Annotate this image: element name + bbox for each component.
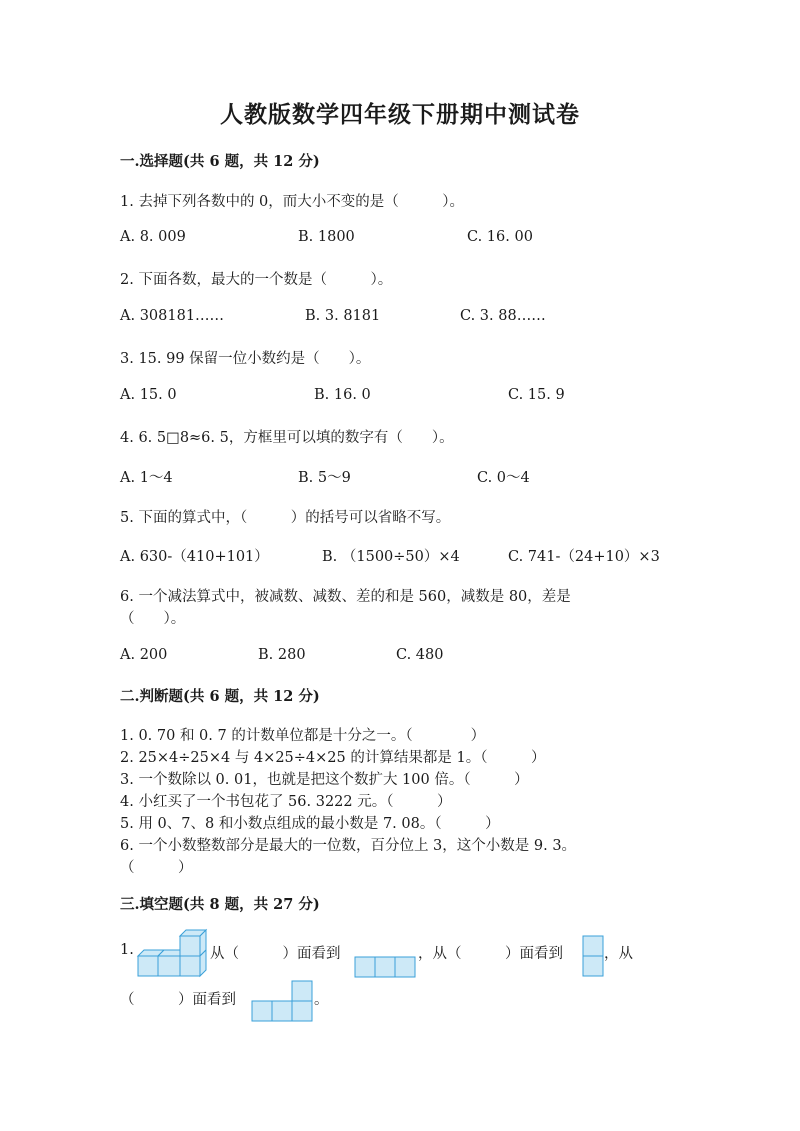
choice-q5-option-b: B. （1500÷50）×4 bbox=[322, 549, 460, 565]
view-square bbox=[395, 957, 415, 977]
choice-q6-option-b: B. 280 bbox=[258, 647, 306, 663]
view-l-shape bbox=[251, 980, 313, 1022]
page-title: 人教版数学四年级下册期中测试卷 bbox=[220, 101, 580, 128]
choice-q4-option-c: C. 0～4 bbox=[477, 470, 530, 486]
choice-q2-option-b: B. 3. 8181 bbox=[305, 308, 381, 324]
judgment-item-3: 3. 一个数除以 0. 01，也就是把这个数扩大 100 倍。（ ） bbox=[120, 772, 529, 788]
judgment-item-2: 2. 25×4÷25×4 与 4×25÷4×25 的计算结果都是 1。（ ） bbox=[120, 750, 546, 766]
view-square bbox=[292, 981, 312, 1001]
cube-front-face bbox=[180, 956, 200, 976]
cube-front-face bbox=[158, 956, 180, 976]
cube-front-face bbox=[180, 936, 200, 956]
judgment-item-5: 5. 用 0、7、8 和小数点组成的最小数是 7. 08。（ ） bbox=[120, 816, 500, 832]
view-two-column bbox=[582, 935, 604, 977]
section-heading-judgment: 二.判断题(共 6 题，共 12 分) bbox=[120, 688, 320, 705]
section-heading-choice: 一.选择题(共 6 题，共 12 分) bbox=[120, 153, 320, 170]
choice-q2-stem: 2. 下面各数，最大的一个数是（ ）。 bbox=[120, 272, 393, 288]
fill-q1-text-1: 从（ ）面看到 bbox=[210, 946, 341, 962]
choice-q4-option-b: B. 5～9 bbox=[298, 470, 351, 486]
choice-q3-option-b: B. 16. 0 bbox=[314, 387, 371, 403]
choice-q5-option-a: A. 630-（410+101） bbox=[120, 549, 269, 565]
fill-q1-text-2: ，从（ ）面看到 bbox=[418, 946, 563, 962]
choice-q3-stem: 3. 15. 99 保留一位小数约是（ ）。 bbox=[120, 351, 371, 367]
fill-q1-text-4: （ ）面看到 bbox=[120, 992, 236, 1008]
choice-q1-option-b: B. 1800 bbox=[298, 229, 355, 245]
choice-q4-option-a: A. 1～4 bbox=[120, 470, 173, 486]
judgment-item-4: 4. 小红买了一个书包花了 56. 3222 元。（ ） bbox=[120, 794, 452, 810]
view-square bbox=[355, 957, 375, 977]
choice-q1-option-c: C. 16. 00 bbox=[467, 229, 533, 245]
choice-q6-stem-cont: （ ）。 bbox=[120, 611, 186, 627]
choice-q1-stem: 1. 去掉下列各数中的 0，而大小不变的是（ ）。 bbox=[120, 194, 465, 210]
choice-q2-option-c: C. 3. 88…… bbox=[460, 308, 546, 324]
choice-q3-option-a: A. 15. 0 bbox=[120, 387, 177, 403]
judgment-item-6: 6. 一个小数整数部分是最大的一位数，百分位上 3，这个小数是 9. 3。 bbox=[120, 838, 577, 854]
judgment-item-6-cont: （ ） bbox=[120, 860, 193, 876]
section-heading-fill: 三.填空题(共 8 题，共 27 分) bbox=[120, 896, 320, 913]
view-square bbox=[272, 1001, 292, 1021]
cube-stack-figure bbox=[136, 928, 208, 978]
view-three-row bbox=[354, 956, 416, 978]
view-square bbox=[583, 936, 603, 956]
fill-q1-text-3: ，从 bbox=[604, 946, 633, 962]
fill-q1-text-5: 。 bbox=[314, 992, 329, 1008]
view-square bbox=[583, 956, 603, 976]
choice-q3-option-c: C. 15. 9 bbox=[508, 387, 565, 403]
judgment-item-1: 1. 0. 70 和 0. 7 的计数单位都是十分之一。（ ） bbox=[120, 728, 486, 744]
choice-q5-stem: 5. 下面的算式中，（ ）的括号可以省略不写。 bbox=[120, 510, 451, 526]
choice-q2-option-a: A. 308181…… bbox=[120, 308, 225, 324]
choice-q5-option-c: C. 741-（24+10）×3 bbox=[508, 549, 660, 565]
choice-q4-stem: 4. 6. 5□8≈6. 5，方框里可以填的数字有（ ）。 bbox=[120, 430, 454, 446]
cube-front-face bbox=[138, 956, 158, 976]
choice-q1-option-a: A. 8. 009 bbox=[120, 229, 186, 245]
choice-q6-option-c: C. 480 bbox=[396, 647, 444, 663]
view-square bbox=[375, 957, 395, 977]
view-square bbox=[252, 1001, 272, 1021]
fill-q1-number: 1. bbox=[120, 942, 134, 958]
view-square bbox=[292, 1001, 312, 1021]
choice-q6-stem: 6. 一个减法算式中，被减数、减数、差的和是 560，减数是 80，差是 bbox=[120, 589, 571, 605]
choice-q6-option-a: A. 200 bbox=[120, 647, 168, 663]
